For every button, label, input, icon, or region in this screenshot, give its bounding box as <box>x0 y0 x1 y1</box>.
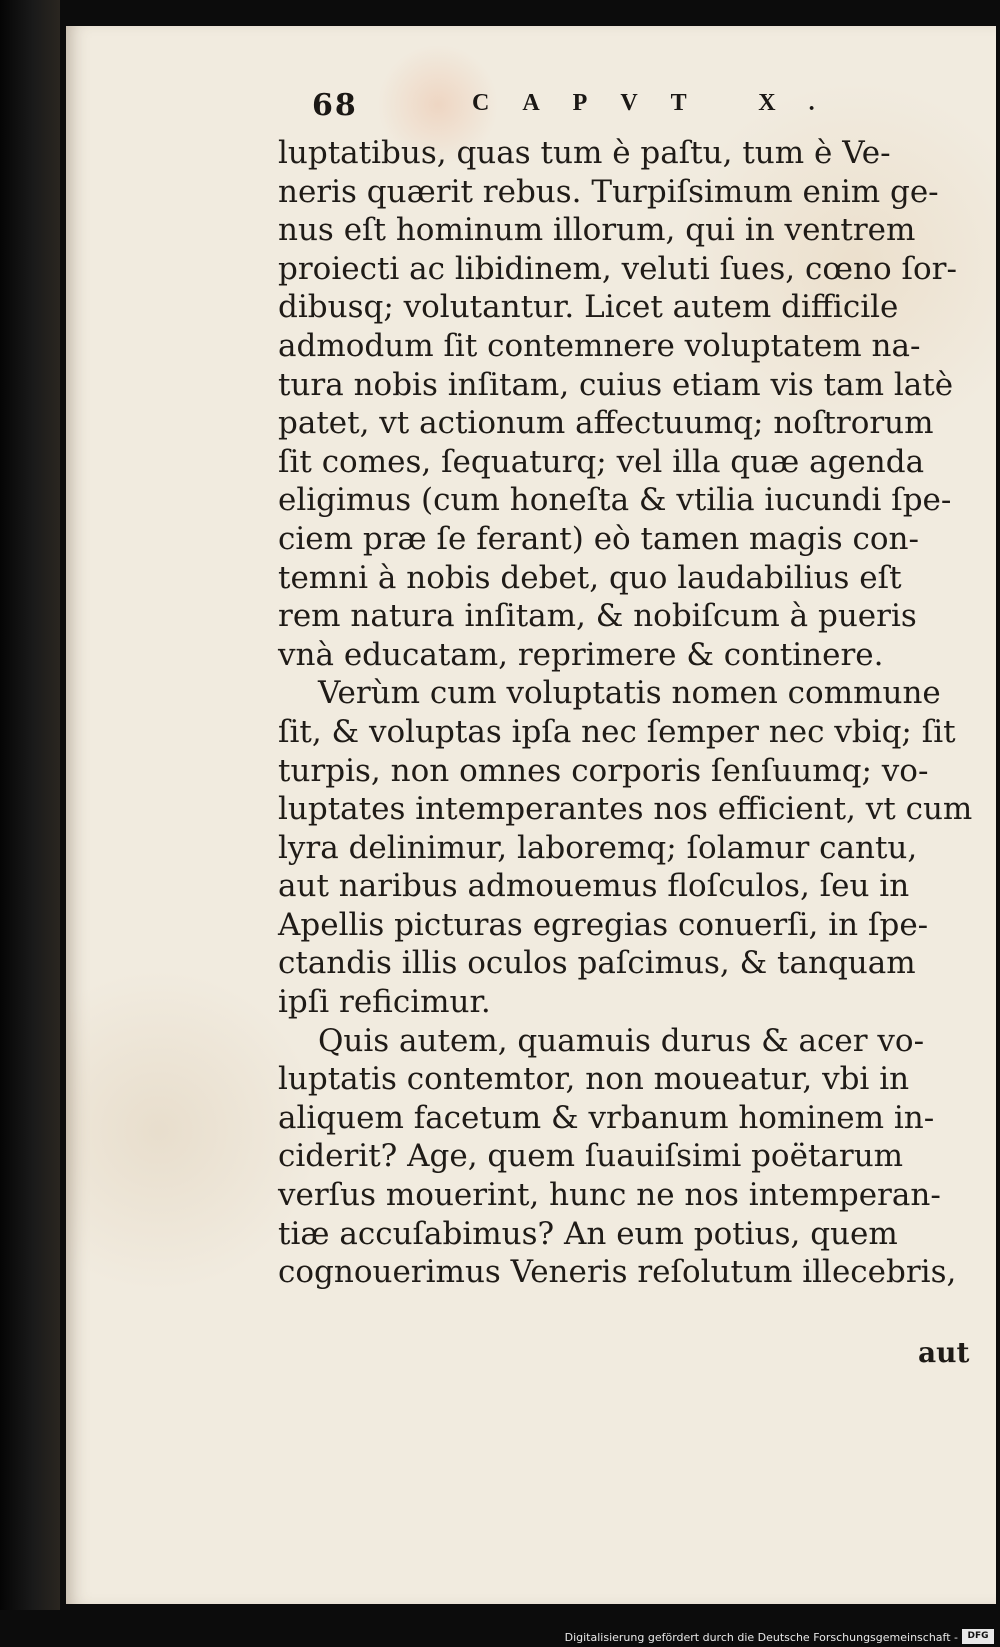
text-line: vnà educatam, reprimere & continere. <box>278 636 884 673</box>
text-line: nus eſt hominum illorum, qui in ventrem <box>278 212 916 249</box>
text-line: turpis, non omnes corporis ſenſuumq; vo- <box>278 752 929 789</box>
text-line: ciem præ ſe ferant) eò tamen magis con- <box>278 520 919 557</box>
text-line: ſit, & voluptas ipſa nec ſemper nec vbiq; ſit <box>278 713 956 750</box>
text-line: neris quærit rebus. Turpiſsimum enim ge- <box>278 173 939 210</box>
text-line: luptatibus, quas tum è paſtu, tum è Ve- <box>278 135 891 171</box>
text-line: verſus mouerint, hunc ne nos intemperan- <box>278 1177 941 1214</box>
text-line: patet, vt actionum affectuumq; noſtrorum <box>278 405 934 442</box>
text-line: cognouerimus Veneris reſolutum illecebris, <box>278 1254 957 1291</box>
page-number: 68 <box>312 88 358 123</box>
text-line: luptatis contemtor, non moueatur, vbi in <box>278 1061 910 1098</box>
paragraph-start-line: Verùm cum voluptatis nomen commune <box>318 675 941 712</box>
text-line: ciderit? Age, quem ſuauiſsimi poëtarum <box>278 1138 904 1175</box>
text-line: aut naribus admouemus floſculos, ſeu in <box>278 868 910 905</box>
text-line: eligimus (cum honeſta & vtilia iucundi ſpe- <box>278 482 952 519</box>
text-line: luptates intemperantes nos efficient, vt cum <box>278 791 973 828</box>
text-line: temni à nobis debet, quo laudabilius eſt <box>278 559 902 596</box>
funding-credit: Digitalisierung gefördert durch die Deutsche Forschungsgemeinschaft - <box>564 1631 958 1644</box>
text-line: ipſi reficimur. <box>278 984 491 1021</box>
text-line: ſit comes, ſequaturq; vel illa quæ agenda <box>278 443 925 480</box>
text-line: dibusq; volutantur. Licet autem difficile <box>278 289 899 326</box>
text-line: tura nobis inſitam, cuius etiam vis tam latè <box>278 366 954 403</box>
text-line: rem natura inſitam, & nobiſcum à pueris <box>278 598 917 635</box>
body-text <box>278 134 978 1292</box>
footer-bar <box>0 1628 1000 1647</box>
chapter-title: CAPVT X. <box>472 90 848 116</box>
catchword: aut <box>918 1336 970 1369</box>
scan-left-margin <box>0 0 60 1610</box>
paragraph-start-line: Quis autem, quamuis durus & acer vo- <box>318 1022 925 1059</box>
text-line: admodum ſit contemnere voluptatem na- <box>278 327 921 364</box>
text-line: aliquem facetum & vrbanum hominem in- <box>278 1099 935 1136</box>
text-line: proiecti ac libidinem, veluti ſues, cœno ſor- <box>278 250 957 287</box>
text-line: lyra delinimur, laboremq; ſolamur cantu, <box>278 829 918 866</box>
text-line: ctandis illis oculos paſcimus, & tanquam <box>278 945 916 982</box>
text-line: tiæ accuſabimus? An eum potius, quem <box>278 1215 898 1252</box>
text-line: Apellis picturas egregias conuerſi, in ſpe- <box>278 906 929 943</box>
dfg-logo: DFG <box>962 1629 994 1644</box>
running-head <box>312 88 852 128</box>
